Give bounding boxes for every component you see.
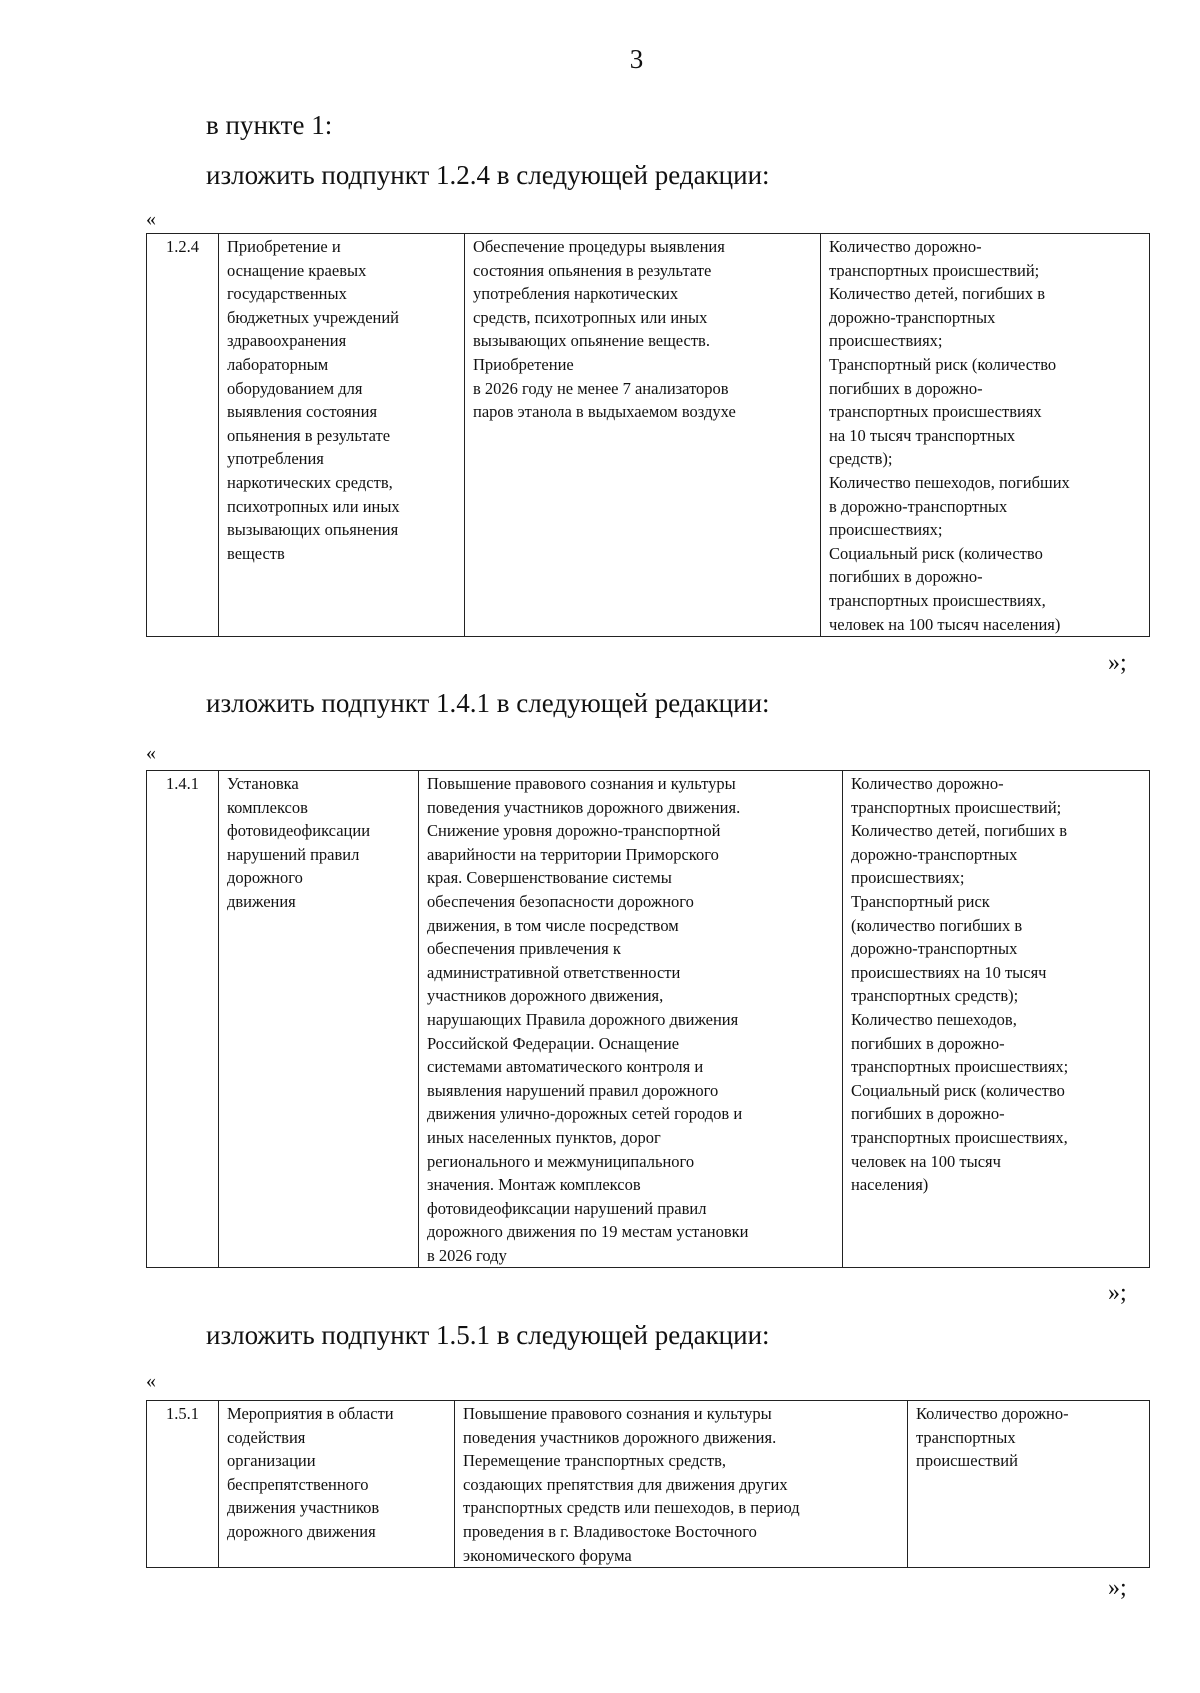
cell-line: погибших в дорожно- [851,1033,1005,1053]
cell-line: погибших в дорожно- [829,378,983,398]
cell-line: дорожно-транспортных [829,307,996,327]
cell-line: Транспортный риск [851,891,990,911]
cell-line: иных населенных пунктов, дорог [427,1127,661,1147]
cell-line: транспортных происшествий; [851,797,1062,817]
cell-line: значения. Монтаж комплексов [427,1175,641,1195]
cell-line: фотовидеофиксации нарушений правил [427,1198,707,1218]
cell-line: опьянения в результате [227,425,391,445]
cell-line: Мероприятия в области [227,1404,394,1423]
cell-line: выявления нарушений правил дорожного [427,1080,719,1100]
cell-line: дорожного движения по 19 местам установки [427,1222,749,1242]
cell-line: беспрепятственного [227,1474,369,1494]
cell-line: Количество пешеходов, погибших [829,472,1070,492]
cell-line: Количество дорожно- [916,1404,1069,1423]
table-row [147,1401,1150,1568]
cell-line: вызывающих опьянение веществ. [473,331,710,351]
cell-line: происшествиях на 10 тысяч [851,962,1047,982]
cell-line: Снижение уровня дорожно-транспортной [427,821,721,841]
description-cell [455,1401,908,1568]
cell-line: Перемещение транспортных средств, [463,1451,726,1471]
indicators-cell [843,771,1150,1268]
table-1-5-1 [146,1400,1150,1568]
cell-line: Обеспечение процедуры выявления [473,237,725,256]
row-number: 1.5.1 [147,1401,219,1568]
cell-line: проведения в г. Владивостоке Восточного [463,1521,757,1541]
cell-line: оснащение краевых [227,260,367,280]
cell-line: транспортных происшествиях [829,402,1042,422]
cell-line: (количество погибших в [851,915,1023,935]
cell-line: Приобретение и [227,237,341,256]
cell-line: на 10 тысяч транспортных [829,425,1016,445]
cell-line: транспортных происшествий; [829,260,1040,280]
cell-line: средств, психотропных или иных [473,307,708,327]
cell-line: комплексов [227,797,308,817]
cell-line: транспортных [916,1427,1016,1447]
indicators-cell [821,234,1150,637]
cell-line: транспортных происшествиях, [829,590,1046,610]
cell-line: аварийности на территории Приморского [427,844,719,864]
cell-line: движения [227,891,296,911]
cell-line: населения) [851,1175,929,1195]
row-number: 1.4.1 [147,771,219,1268]
cell-line: транспортных средств); [851,986,1019,1006]
close-quote-1-4-1: »; [1108,1280,1127,1306]
page-number: 3 [629,44,644,74]
table-1-4-1 [146,770,1150,1268]
cell-line: дорожно-транспортных [851,844,1018,864]
cell-line: края. Совершенствование системы [427,868,672,888]
cell-line: Приобретение [473,354,574,374]
cell-line: нарушений правил [227,844,360,864]
cell-line: создающих препятствия для движения других [463,1474,788,1494]
cell-line: транспортных средств или пешеходов, в период [463,1498,800,1518]
cell-line: употребления наркотических [473,284,679,304]
cell-line: Установка [227,774,299,793]
cell-line: обеспечения привлечения к [427,939,621,959]
lead-text: в пункте 1: [206,110,333,140]
cell-line: Количество пешеходов, [851,1009,1017,1029]
cell-line: оборудованием для [227,378,363,398]
cell-line: экономического форума [463,1545,632,1565]
cell-line: бюджетных учреждений [227,307,400,327]
cell-line: средств); [829,449,893,469]
cell-line: погибших в дорожно- [851,1104,1005,1124]
intro-1-2-4: изложить подпункт 1.2.4 в следующей редакции: [206,160,770,190]
table-row [147,771,1150,1268]
cell-line: поведения участников дорожного движения. [427,797,741,817]
cell-line: наркотических средств, [227,472,393,492]
table-row [147,234,1150,637]
cell-line: употребления [227,449,324,469]
cell-line: происшествиях; [829,520,943,540]
cell-line: Социальный риск (количество [829,543,1043,563]
cell-line: регионального и межмуниципального [427,1151,695,1171]
cell-line: обеспечения безопасности дорожного [427,891,694,911]
cell-line: движения, в том числе посредством [427,915,679,935]
cell-line: в 2026 году [427,1245,507,1265]
cell-line: дорожного [227,868,303,888]
close-quote-1-5-1: »; [1108,1575,1127,1601]
intro-1-4-1: изложить подпункт 1.4.1 в следующей редакции: [206,688,770,718]
cell-line: организации [227,1451,316,1471]
cell-line: Транспортный риск (количество [829,354,1057,374]
cell-line: Российской Федерации. Оснащение [427,1033,680,1053]
activity-cell [219,234,465,637]
cell-line: фотовидеофиксации [227,821,371,841]
description-cell [419,771,843,1268]
open-quote-1-2-4: « [146,208,156,230]
cell-line: Повышение правового сознания и культуры [427,774,736,793]
cell-line: происшествиях; [829,331,943,351]
cell-line: движения участников [227,1498,380,1518]
cell-line: вызывающих опьянения [227,520,399,540]
cell-line: здравоохранения [227,331,347,351]
cell-line: происшествий [916,1451,1018,1471]
cell-line: Повышение правового сознания и культуры [463,1404,772,1423]
cell-line: Количество дорожно- [851,774,1004,793]
cell-line: транспортных происшествиях, [851,1127,1068,1147]
cell-line: участников дорожного движения, [427,986,664,1006]
cell-line: паров этанола в выдыхаемом воздухе [473,402,736,422]
activity-cell [219,1401,455,1568]
cell-line: административной ответственности [427,962,681,982]
cell-line: Количество детей, погибших в [829,284,1046,304]
cell-line: Количество детей, погибших в [851,821,1068,841]
cell-line: дорожно-транспортных [851,939,1018,959]
table-1-2-4 [146,233,1150,637]
activity-cell [219,771,419,1268]
cell-line: поведения участников дорожного движения. [463,1427,777,1447]
indicators-cell [908,1401,1150,1568]
cell-line: состояния опьянения в результате [473,260,712,280]
cell-line: лабораторным [227,354,329,374]
cell-line: в дорожно-транспортных [829,496,1008,516]
cell-line: Количество дорожно- [829,237,982,256]
cell-line: погибших в дорожно- [829,567,983,587]
cell-line: выявления состояния [227,402,378,422]
cell-line: транспортных происшествиях; [851,1057,1069,1077]
cell-line: нарушающих Правила дорожного движения [427,1009,739,1029]
close-quote-1-2-4: »; [1108,650,1127,676]
intro-1-5-1: изложить подпункт 1.5.1 в следующей редакции: [206,1320,770,1350]
cell-line: Социальный риск (количество [851,1080,1065,1100]
cell-line: государственных [227,284,347,304]
cell-line: психотропных или иных [227,496,400,516]
cell-line: человек на 100 тысяч населения) [829,614,1061,634]
description-cell [465,234,821,637]
cell-line: движения улично-дорожных сетей городов и [427,1104,743,1124]
cell-line: происшествиях; [851,868,965,888]
row-number: 1.2.4 [147,234,219,637]
cell-line: содействия [227,1427,306,1447]
cell-line: дорожного движения [227,1521,376,1541]
cell-line: веществ [227,543,285,563]
open-quote-1-5-1: « [146,1370,156,1392]
open-quote-1-4-1: « [146,742,156,764]
cell-line: в 2026 году не менее 7 анализаторов [473,378,729,398]
cell-line: системами автоматического контроля и [427,1057,704,1077]
cell-line: человек на 100 тысяч [851,1151,1001,1171]
